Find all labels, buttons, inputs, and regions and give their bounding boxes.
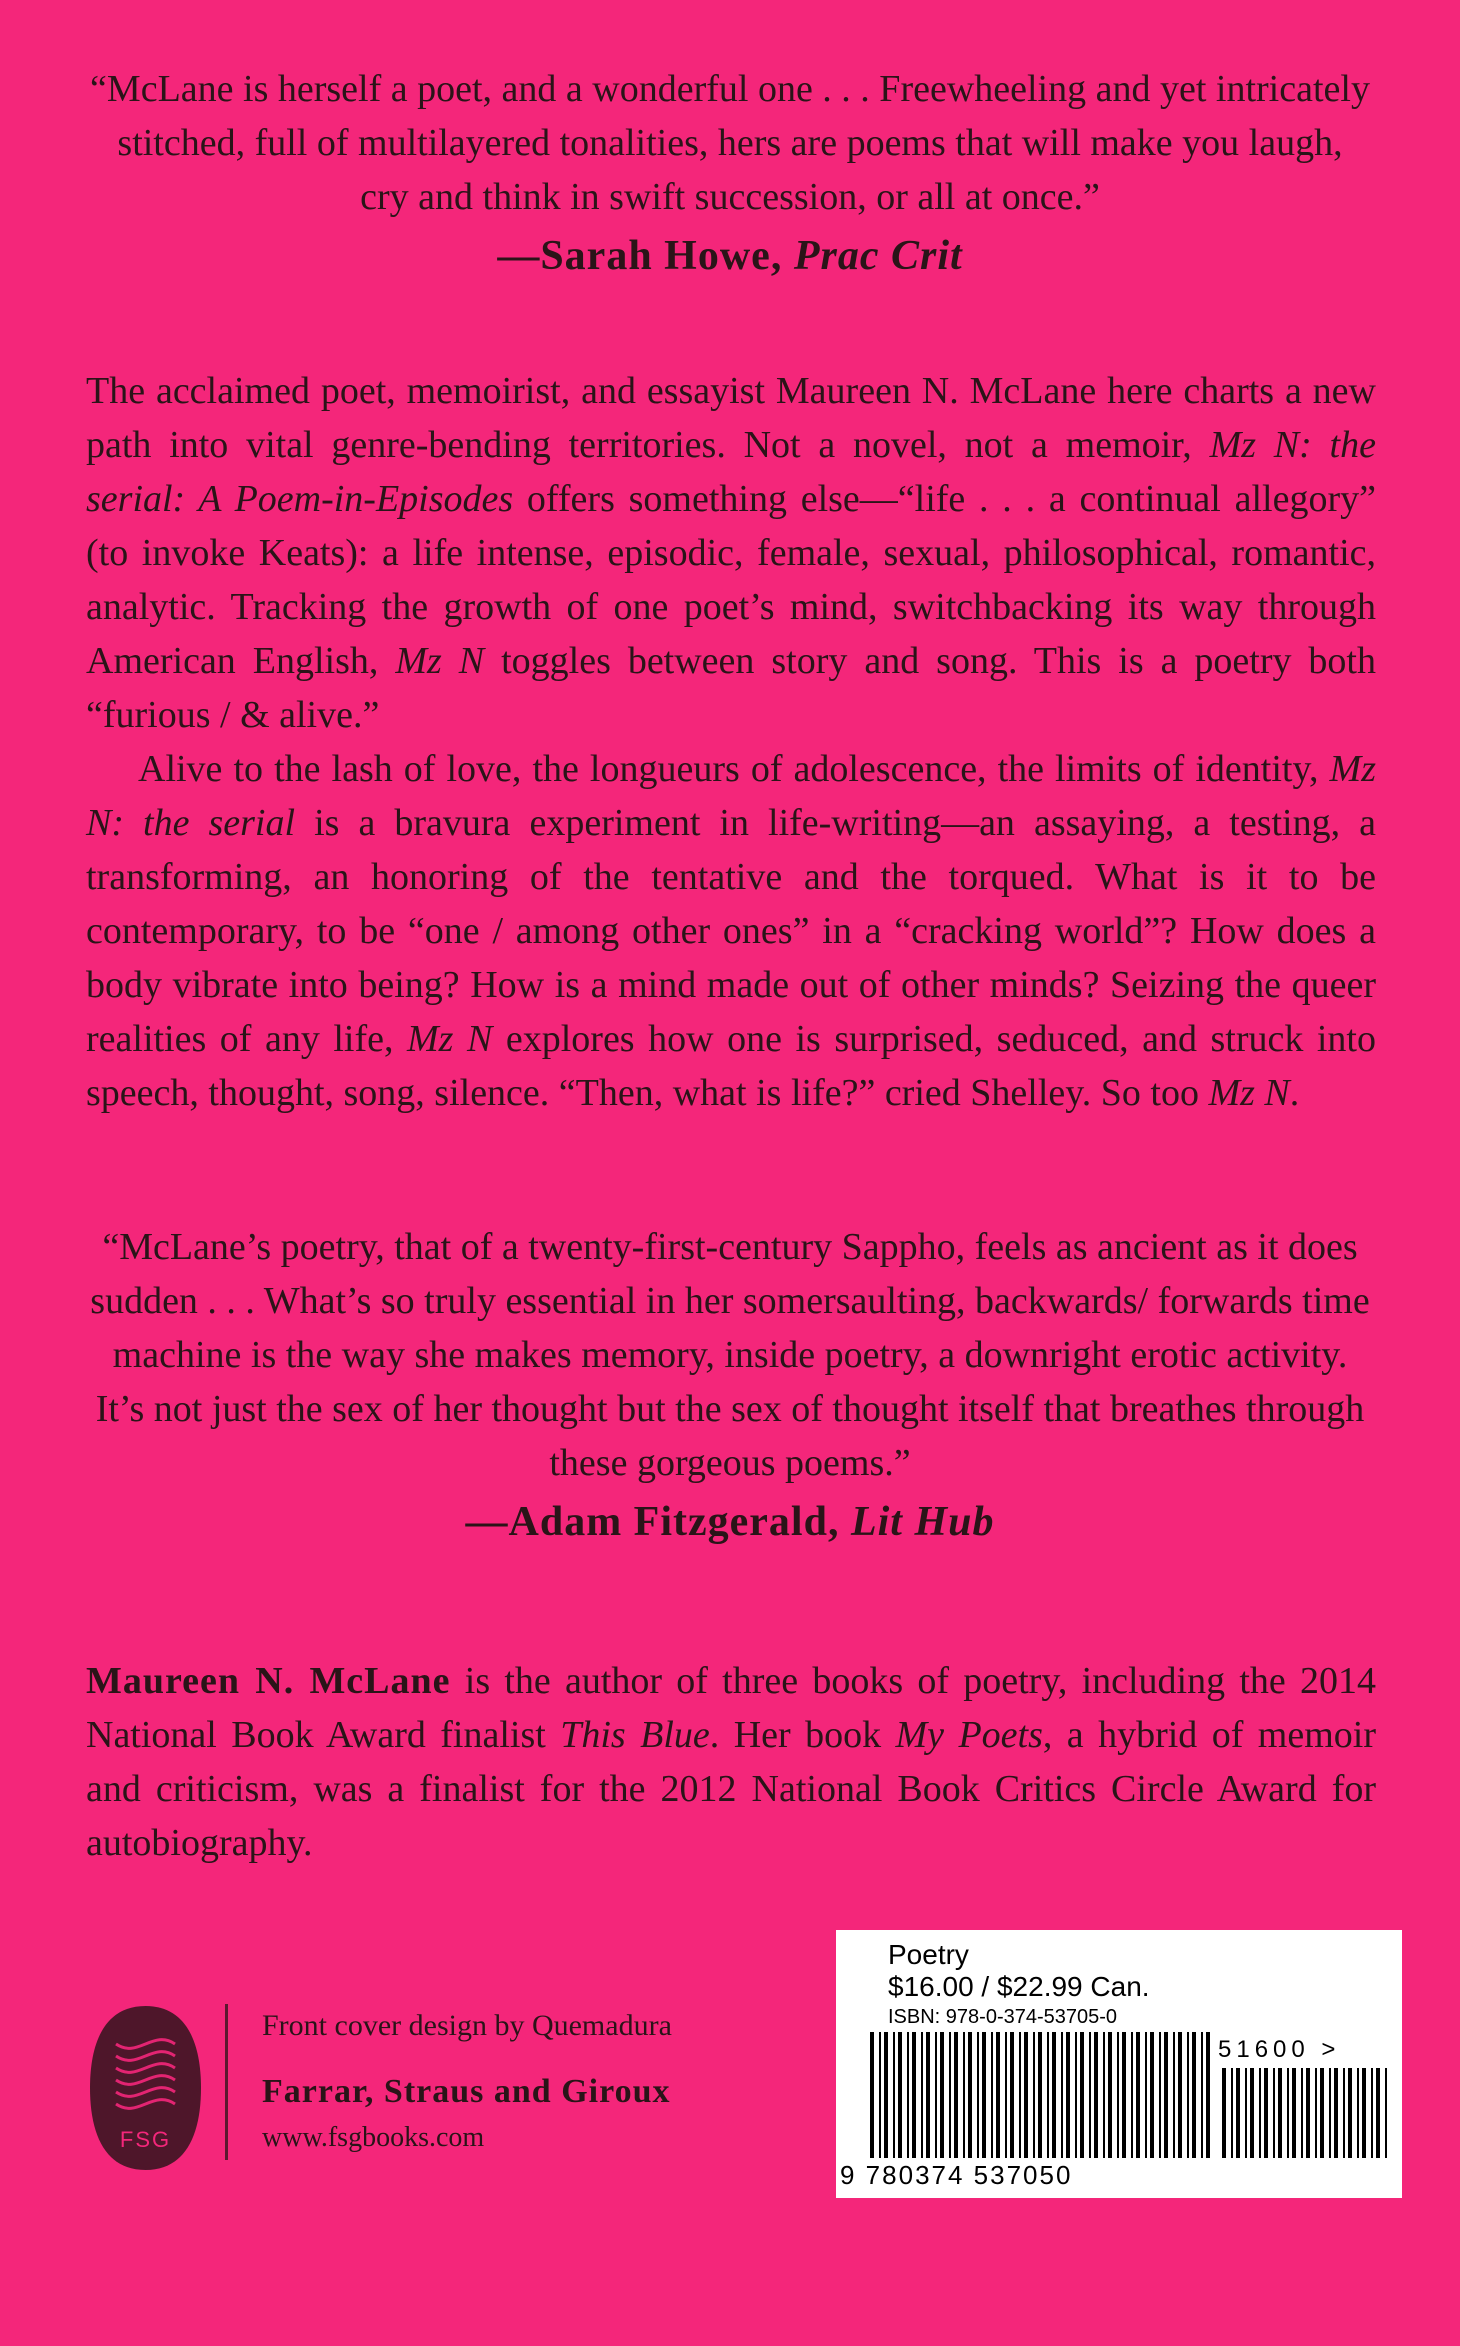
top-blurb [90,62,1370,286]
bottom-blurb-attribution [90,1492,1370,1552]
desc-p1-text-a: The acclaimed poet, memoirist, and essayist Maureen N. McLane here charts a new path into vital genre-bending territories. Not a novel, not a memoir, [86,370,1376,466]
desc-p1-text-b: offers something else—“life . . . a continual allegory” (to invoke Keats): a life intense, episodic, female, sexual, philosophical, romantic, analytic. Tracking the growth of one poet’s mind, switchbacking its way through American English, [86,478,1376,682]
author-bio [86,1654,1376,1870]
fsg-logo-text: FSG [119,2127,172,2152]
bottom-blurb [90,1220,1370,1552]
barcode-ean-digits: 9 780374 537050 [840,2160,1073,2190]
barcode-category: Poetry [888,1939,969,1970]
bottom-blurb-text: “McLane’s poetry, that of a twenty-first-century Sappho, feels as ancient as it does sudden . . . What’s so truly essential in her somersaulting, backwards/ forwards time machine is the way she makes memory, inside poetry, a downright erotic activity. It’s not just the sex of her thought but the sex of thought itself that breathes through these gorgeous poems.” [90,1226,1370,1484]
bio-title-2: My Poets [895,1714,1043,1756]
top-blurb-source: Prac Crit [793,233,963,279]
desc-p2-title-3: Mz N [1208,1072,1290,1114]
bio-title-1: This Blue [560,1714,710,1756]
publisher-website: www.fsgbooks.com [262,2122,485,2153]
desc-p2-text-a: Alive to the lash of love, the longueurs of adolescence, the limits of identity, [138,748,1330,790]
author-name: Maureen N. McLane [86,1660,451,1702]
top-blurb-author: —Sarah Howe, [497,233,794,279]
cover-credit: Front cover design by Quemadura [262,2009,672,2042]
description-paragraph-2 [86,742,1376,1120]
barcode-addon-digits: 51600 > [1218,2036,1341,2063]
divider-line [225,2004,228,2160]
desc-p2-text-b: is a bravura experiment in life-writing—an assaying, a testing, a transforming, an honoring of the tentative and the torqued. What is it to be contemporary, to be “one / among other ones” in a “cracking world”? How does a body vibrate into being? How is a mind made out of other minds? Seizing the queer realities of any life, [86,802,1377,1060]
desc-p2-text-c: explores how one is surprised, seduced, and struck into speech, thought, song, silence. “Then, what is life?” cried Shelley. So too [86,1018,1376,1114]
bottom-blurb-source: Lit Hub [850,1499,995,1545]
top-blurb-text: “McLane is herself a poet, and a wonderful one . . . Freewheeling and yet intricately stitched, full of multilayered tonalities, hers are poems that will make you laugh, cry and think in swift succession, or all at once.” [90,68,1370,218]
barcode-label [836,1930,1402,2198]
barcode-price: $16.00 / $22.99 Can. [888,1971,1150,2002]
top-blurb-attribution [90,226,1370,286]
publisher-info [262,2004,822,2156]
bio-text-b: . Her book [709,1714,896,1756]
desc-p2-title: Mz N: the serial [86,748,1376,844]
desc-p2-text-d: . [1289,1072,1300,1114]
fsg-logo [88,2004,203,2172]
desc-p2-title-2: Mz N [407,1018,493,1060]
barcode-bars [836,1930,1402,2198]
bottom-blurb-author: —Adam Fitzgerald, [465,1499,851,1545]
bio-text-c: , a hybrid of memoir and criticism, was a finalist for the 2012 National Book Critics Circle Award for autobiography. [86,1714,1376,1864]
bio-text-a: is the author of three books of poetry, including the 2014 National Book Award finalist [86,1660,1376,1756]
desc-p1-title-2: Mz N [395,640,485,682]
desc-p1-title: Mz N: the serial: A Poem-in-Episodes [86,424,1376,520]
publisher-name: Farrar, Straus and Giroux [262,2073,671,2110]
desc-p1-text-c: toggles between story and song. This is a poetry both “furious / & alive.” [86,640,1376,736]
book-description [86,364,1376,1120]
description-paragraph-1 [86,364,1376,742]
barcode-isbn: ISBN: 978-0-374-53705-0 [888,2006,1118,2028]
